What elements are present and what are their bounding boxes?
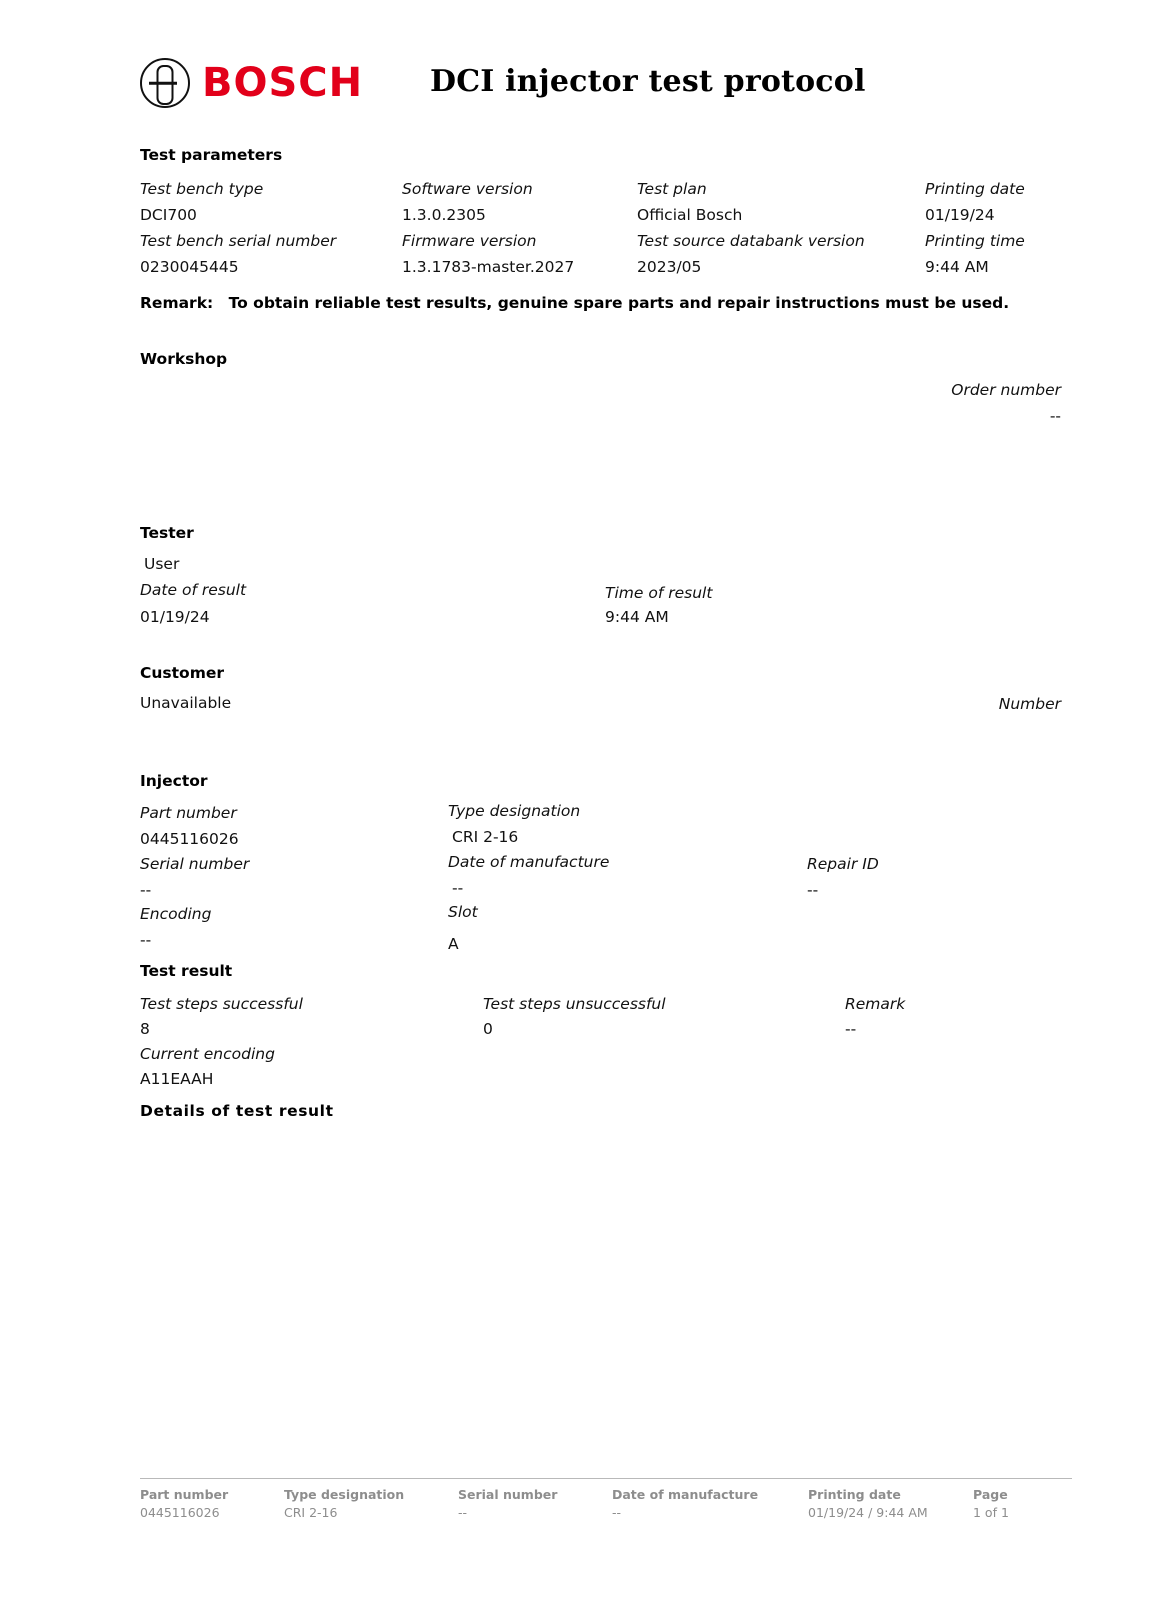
value-time-of-result: 9:44 AM [605,608,669,626]
bosch-wordmark: BOSCH [202,60,364,106]
section-title-details-of-test-result: Details of test result [140,1102,334,1120]
value-customer-name: Unavailable [140,694,232,712]
section-title-customer: Customer [140,664,225,682]
value-injector-date-of-manufacture: -- [452,879,464,897]
value-test-bench-type: DCI700 [140,206,197,225]
value-test-source-databank-version: 2023/05 [637,258,702,277]
footer-value-serial-number: -- [458,1505,468,1520]
section-title-workshop: Workshop [140,350,228,368]
value-injector-slot: A [448,935,459,953]
label-test-bench-type: Test bench type [140,180,264,198]
label-customer-number: Number [998,695,1061,713]
label-order-number: Order number [951,381,1061,399]
footer-header-part-number: Part number [140,1487,229,1502]
footer-header-page: Page [973,1487,1008,1502]
label-test-bench-serial-number: Test bench serial number [140,232,337,251]
label-date-of-result: Date of result [140,581,247,599]
value-current-encoding: A11EAAH [140,1070,214,1088]
label-time-of-result: Time of result [605,584,713,602]
label-test-plan: Test plan [637,180,707,198]
value-injector-encoding: -- [140,931,152,949]
footer-header-type-designation: Type designation [284,1487,405,1502]
label-software-version: Software version [402,180,533,198]
label-injector-repair-id: Repair ID [807,855,879,873]
value-firmware-version: 1.3.1783-master.2027 [402,258,575,277]
value-test-steps-successful: 8 [140,1020,150,1038]
section-title-tester: Tester [140,524,194,542]
value-test-plan: Official Bosch [637,206,743,225]
label-printing-time: Printing time [925,232,1025,251]
label-injector-type-designation: Type designation [448,802,581,820]
label-injector-encoding: Encoding [140,905,212,923]
footer-value-page: 1 of 1 [973,1505,1009,1520]
label-test-result-remark: Remark [845,995,906,1013]
footer-divider [140,1478,1072,1479]
value-order-number: -- [1049,407,1061,425]
label-current-encoding: Current encoding [140,1045,275,1063]
section-title-test-result: Test result [140,962,233,980]
value-injector-repair-id: -- [807,881,819,899]
footer-value-part-number: 0445116026 [140,1505,220,1520]
value-injector-serial-number: -- [140,881,152,899]
footer-value-date-of-manufacture: -- [612,1505,622,1520]
test-parameters-grid [140,177,1070,280]
bosch-logo [140,58,363,108]
remark-text: To obtain reliable test results, genuine spare parts and repair instructions must be used. [228,294,1010,312]
remark-label: Remark: [140,294,214,312]
bosch-armature-icon [140,58,190,108]
label-test-steps-unsuccessful: Test steps unsuccessful [483,995,666,1013]
value-tester-user: User [144,555,180,573]
document-header [140,58,1020,120]
value-test-steps-unsuccessful: 0 [483,1020,493,1038]
value-printing-time: 9:44 AM [925,258,989,277]
footer-header-serial-number: Serial number [458,1487,558,1502]
label-injector-date-of-manufacture: Date of manufacture [448,853,610,871]
value-test-result-remark: -- [845,1020,857,1038]
value-test-bench-serial-number: 0230045445 [140,258,239,277]
footer-grid [140,1487,1072,1520]
label-injector-slot: Slot [448,903,478,921]
label-printing-date: Printing date [925,180,1025,198]
label-injector-part-number: Part number [140,804,237,822]
footer-header-printing-date: Printing date [808,1487,901,1502]
footer-header-date-of-manufacture: Date of manufacture [612,1487,759,1502]
value-printing-date: 01/19/24 [925,206,995,225]
value-software-version: 1.3.0.2305 [402,206,486,225]
page-title: DCI injector test protocol [430,64,866,99]
section-title-injector: Injector [140,772,208,790]
label-firmware-version: Firmware version [402,232,537,251]
value-injector-part-number: 0445116026 [140,830,239,848]
label-injector-serial-number: Serial number [140,855,250,873]
label-test-steps-successful: Test steps successful [140,995,303,1013]
remark-row [140,294,1009,312]
value-injector-type-designation: CRI 2-16 [452,828,519,846]
footer-value-type-designation: CRI 2-16 [284,1505,338,1520]
label-test-source-databank-version: Test source databank version [637,232,865,251]
test-parameters-section [140,146,1070,280]
section-title-test-parameters: Test parameters [140,146,283,164]
value-date-of-result: 01/19/24 [140,608,210,626]
footer-value-printing-date: 01/19/24 / 9:44 AM [808,1505,928,1520]
